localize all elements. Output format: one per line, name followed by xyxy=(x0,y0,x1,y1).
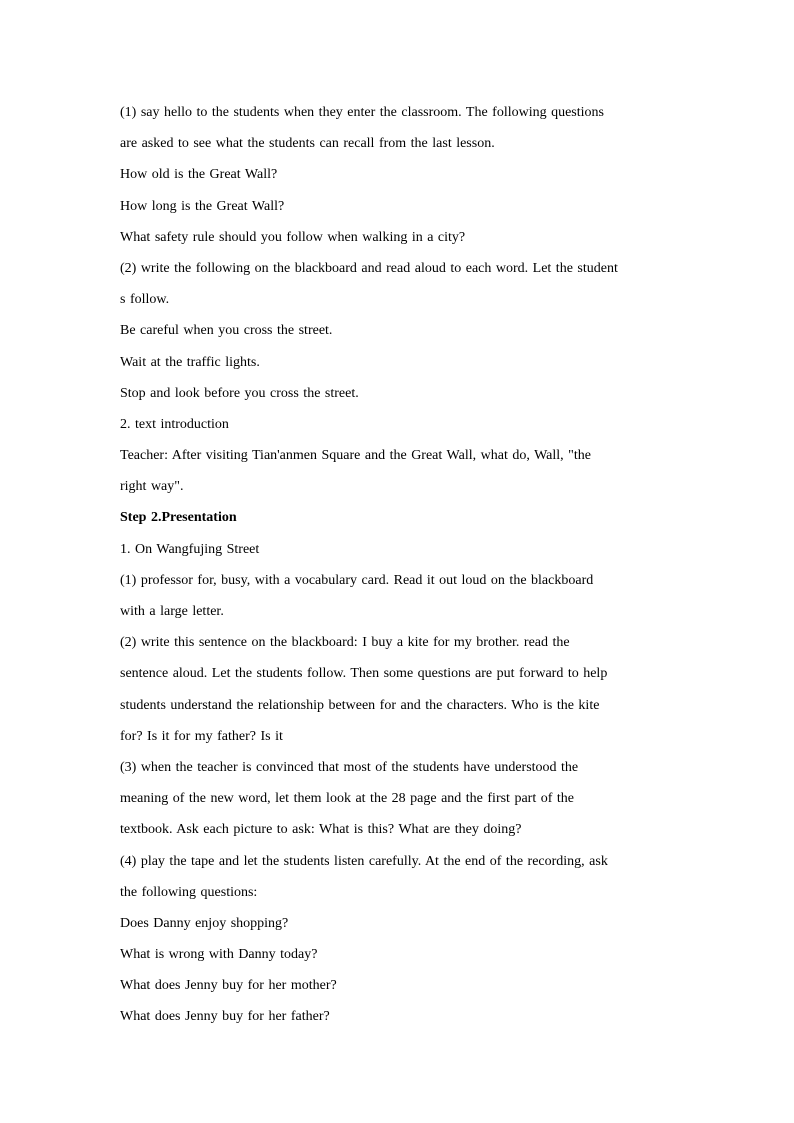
paragraph-line: s follow. xyxy=(120,292,170,308)
paragraph-line: students understand the relationship between for and the characters. Who is the kite xyxy=(120,697,600,713)
paragraph-line: are asked to see what the students can recall from the last lesson. xyxy=(120,136,495,152)
step-heading: Step 2.Presentation xyxy=(120,510,237,526)
paragraph-line: (1) say hello to the students when they enter the classroom. The following questions xyxy=(120,105,604,120)
question-line: Does Danny enjoy shopping? xyxy=(120,915,289,931)
question-line: What safety rule should you follow when walking in a city? xyxy=(120,229,466,245)
question-line: What does Jenny buy for her father? xyxy=(120,1009,330,1025)
paragraph-line: for? Is it for my father? Is it xyxy=(120,728,283,744)
paragraph-line: Teacher: After visiting Tian'anmen Square and the Great Wall, what do, Wall, "the xyxy=(120,448,591,464)
paragraph-line: sentence aloud. Let the students follow. Then some questions are put forward to help xyxy=(120,666,608,682)
paragraph-line: the following questions: xyxy=(120,884,258,900)
paragraph-line: meaning of the new word, let them look at the 28 page and the first part of the xyxy=(120,791,574,807)
paragraph-line: (2) write this sentence on the blackboard: I buy a kite for my brother. read the xyxy=(120,635,570,651)
paragraph-line: right way". xyxy=(120,479,184,495)
question-line: How old is the Great Wall? xyxy=(120,167,278,183)
question-line: What is wrong with Danny today? xyxy=(120,947,318,963)
paragraph-line: (4) play the tape and let the students listen carefully. At the end of the recording, ask xyxy=(120,853,608,869)
sentence-line: Be careful when you cross the street. xyxy=(120,323,333,339)
question-line: How long is the Great Wall? xyxy=(120,198,285,214)
section-heading: 2. text introduction xyxy=(120,416,229,432)
section-heading: 1. On Wangfujing Street xyxy=(120,541,260,557)
sentence-line: Stop and look before you cross the street. xyxy=(120,385,359,401)
paragraph-line: (1) professor for, busy, with a vocabulary card. Read it out loud on the blackboard xyxy=(120,572,594,588)
paragraph-line: with a large letter. xyxy=(120,604,224,619)
document-body xyxy=(120,97,680,1033)
paragraph-line: (3) when the teacher is convinced that most of the students have understood the xyxy=(120,759,579,775)
sentence-line: Wait at the traffic lights. xyxy=(120,354,260,370)
paragraph-line: (2) write the following on the blackboard and read aloud to each word. Let the student xyxy=(120,260,618,276)
question-line: What does Jenny buy for her mother? xyxy=(120,978,337,994)
paragraph-line: textbook. Ask each picture to ask: What is this? What are they doing? xyxy=(120,822,522,838)
